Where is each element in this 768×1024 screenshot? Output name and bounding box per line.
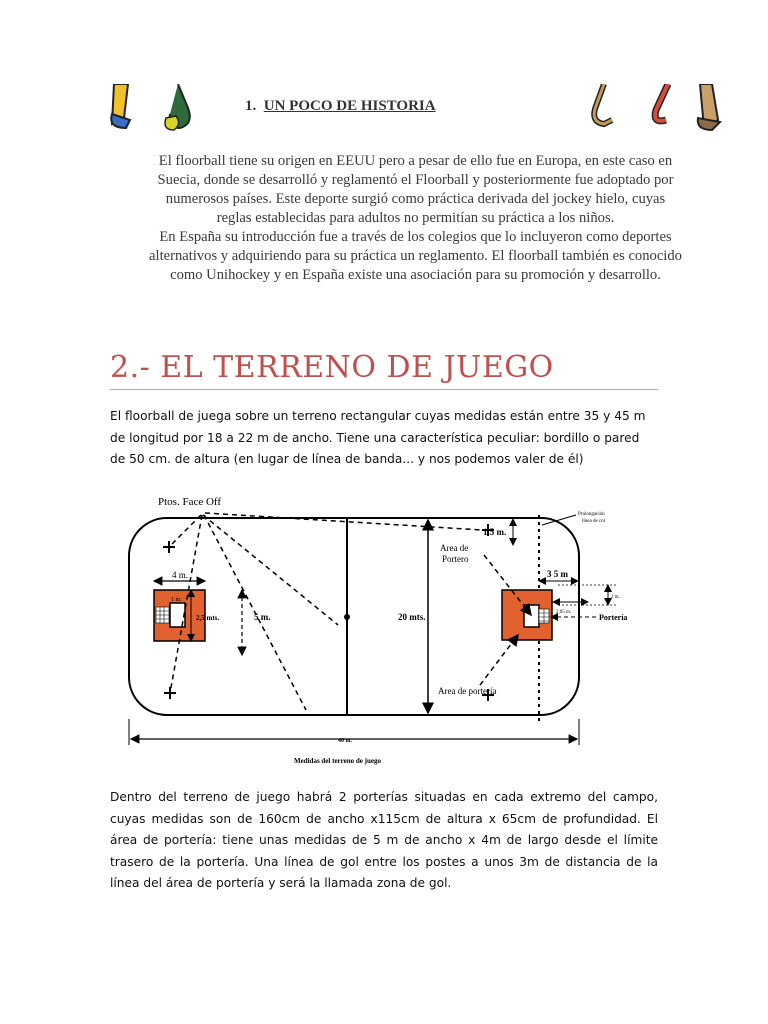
label-1m: 1 m.: [171, 597, 182, 603]
history-paragraph-1: El floorball tiene su origen en EEUU pero a pesar de ello fue en Europa, en este caso en Suecia, donde se desarrolló y reglamentó el Floorball y posteriormente fue adoptado por numerosos países. Este deporte surgió como práctica derivada del jockey hielo, cuyas reglas establecidas para adultos no permitían su práctica a los niños.: [157, 153, 674, 226]
label-3-5m: 3 5 m: [547, 569, 568, 579]
faceoff-cross-2: [164, 687, 176, 699]
label-porteria: Portería: [599, 613, 628, 622]
center-spot: [344, 614, 350, 620]
label-face-off: Ptos. Face Off: [158, 496, 222, 508]
player-right-illustration: [586, 84, 726, 134]
pointer-area-porteria: [480, 635, 518, 685]
diagram-caption: Medidas del terreno de juego: [294, 757, 381, 765]
label-2m: 2 m.: [611, 595, 620, 600]
history-paragraph-2: En España su introducción fue a través de los colegios que lo incluyeron como deportes alternativos y adquiriendo para su práctica un reglamento. El floorball también es conocido como Unihockey y en España existe una asociación para su promoción y desarrollo.: [149, 229, 682, 283]
history-title: [245, 98, 436, 115]
label-area-portero-1: Area de: [440, 543, 469, 553]
player-left-shoe: [111, 114, 130, 128]
heading-rule: [110, 389, 658, 390]
label-prolongacion-1: Prolongación: [578, 512, 605, 517]
label-5m: 5 m.: [254, 612, 271, 622]
ball-left: [165, 116, 179, 130]
history-title-text: UN POCO DE HISTORIA: [263, 98, 436, 114]
field-diagram: [118, 485, 638, 775]
intro-paragraph: El floorball de juega sobre un terreno rectangular cuyas medidas están entre 35 y 45 m de longitud por 18 a 22 m de ancho. Tiene una característica peculiar: bordillo o pared de 50 cm. de altura (en lugar de línea de banda... y nos podemos valer de él): [110, 409, 646, 466]
goal-right: [524, 605, 539, 627]
label-40m: 40 m.: [338, 738, 352, 744]
label-area-portero-2: Portero: [442, 554, 469, 564]
faceoff-pointer-3: [203, 515, 338, 625]
section-heading: 2.- EL TERRENO DE JUEGO: [110, 350, 554, 385]
label-2-5mts: 2,5 mts.: [196, 614, 220, 622]
label-20mts: 20 mts.: [398, 612, 426, 622]
label-prolongacion-2: línea de col: [582, 519, 606, 524]
player-left-illustration: [108, 84, 218, 134]
history-body: [148, 152, 683, 285]
label-2-05m: 2,05 m.: [556, 610, 572, 615]
label-area-porteria: Area de portería: [438, 686, 497, 696]
history-title-number: 1.: [245, 98, 257, 114]
history-image: [108, 84, 718, 324]
label-4m: 4 m.: [172, 570, 189, 580]
body-paragraph: Dentro del terreno de juego habrá 2 porterías situadas en cada extremo del campo, cuyas medidas son de 160cm de ancho x115cm de altura x 65cm de profundidad. El área de portería: tiene unas medidas de 5 m de ancho x 4m de largo desde el límite trasero de la portería. Una línea de gol entre los postes a unos 3m de distancia de la línea del área de portería y será la llamada zona de gol.: [110, 790, 658, 890]
field-svg: [118, 485, 638, 775]
label-1-5m: 1.5 m.: [483, 527, 507, 537]
faceoff-pointer-5: [205, 513, 482, 530]
faceoff-pointer-1: [169, 515, 201, 547]
